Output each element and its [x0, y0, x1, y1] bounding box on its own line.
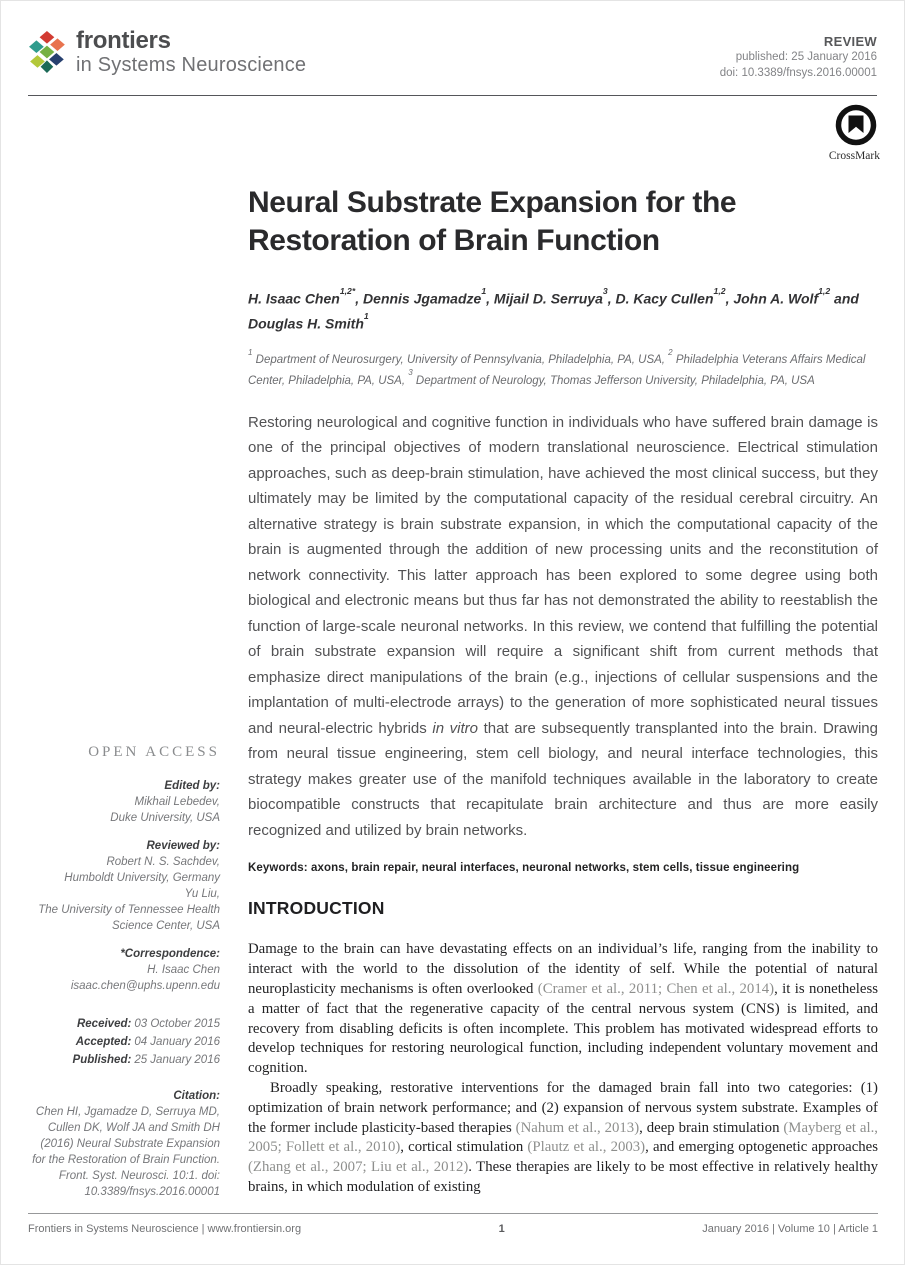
logo-brand: frontiers	[76, 27, 171, 54]
accepted-date: 04 January 2016	[134, 1036, 220, 1048]
citation-block	[28, 1088, 220, 1200]
reviewed-by-label: Reviewed by:	[146, 840, 220, 852]
page-footer	[28, 1213, 878, 1235]
published-date-value: 25 January 2016	[134, 1054, 220, 1066]
logo-text	[76, 28, 306, 76]
article-type-label: REVIEW	[823, 34, 877, 49]
logo-journal: in Systems Neuroscience	[76, 54, 307, 76]
open-access-label: OPEN ACCESS	[88, 744, 220, 760]
article-meta-sidebar	[28, 96, 220, 1213]
editor-affiliation: Duke University, USA	[110, 812, 220, 824]
header-meta	[720, 34, 877, 81]
italic-term: in vitro	[432, 719, 478, 737]
editor-name: Mikhail Lebedev,	[134, 796, 220, 808]
content-columns	[0, 96, 905, 1213]
intro-paragraph-2: Broadly speaking, restorative interventions for the damaged brain fall into two categories: (1) optimization of brain network performance; and (2) expansion of nervous system substrate. Examples of the former include plasticity-based therapies (Nahum et al., 2013), deep brain stimulation (Mayberg et al., 2005; Follett et al., 2010), cortical stimulation (Plautz et al., 2003), and emerging optogenetic approaches (Zhang et al., 2007; Liu et al., 2012). These therapies are likely to be most effective in relatively healthy brains, in which modulation of existing	[248, 1080, 879, 1196]
intro-paragraph-1: Damage to the brain can have devastating effects on an individual’s life, ranging from the inability to interact with the world to the dissolution of the identity of self. While the potential of natural neuroplasticity mechanisms is often overlooked (Cramer et al., 2011; Chen et al., 2014), it is nonetheless a matter of fact that the regenerative capacity of the central nervous system (CNS) is limited, and recovery from disabling deficits is often incomplete. This problem has motivated widespread efforts to develop techniques for restoring neurological function, including independent voluntary movement and cognition.	[248, 941, 878, 1077]
received-date: 03 October 2015	[134, 1018, 220, 1030]
affiliations: $^1$ Department of Neurosurgery, University of Pennsylvania, Philadelphia, PA, USA, $^2$ Philadelphia Veterans Affairs Medical Center, Philadelphia, PA, USA, $^3$ Department of Neurology, Thomas Jefferson University, Philadelphia, PA, USA	[248, 348, 866, 387]
introduction-heading: INTRODUCTION	[248, 898, 385, 919]
dates-block	[28, 1014, 220, 1068]
page-number: 1	[498, 1223, 505, 1235]
received-label: Received:	[76, 1018, 132, 1030]
correspondence-block	[28, 946, 220, 994]
frontiers-logo-icon	[28, 29, 68, 75]
correspondence-label: *Correspondence:	[120, 948, 220, 960]
citation-label: Citation:	[173, 1090, 220, 1102]
published-label: Published:	[72, 1054, 132, 1066]
author-list: H. Isaac Chen$^{1,2*}$, Dennis Jgamadze$^1$, Mijail D. Serruya$^3$, D. Kacy Cullen$^{1,2}$, John A. Wolf$^{1,2}$ and Douglas H. Smith$^1$	[248, 286, 859, 332]
page-header	[0, 0, 905, 95]
footer-issue-info: January 2016 | Volume 10 | Article 1	[702, 1223, 878, 1235]
crossmark-icon	[834, 104, 878, 148]
article-title: Neural Substrate Expansion for the Restoration of Brain Function	[248, 186, 737, 257]
article-main	[220, 96, 878, 1213]
frontiers-logo[interactable]	[28, 28, 306, 76]
keywords-line: Keywords: axons, brain repair, neural interfaces, neuronal networks, stem cells, tissue engineering	[248, 862, 800, 875]
published-date: published: 25 January 2016	[735, 51, 877, 63]
reviewer-affiliation: The University of Tennessee Health Science Center, USA	[38, 904, 220, 932]
correspondence-name: H. Isaac Chen	[147, 964, 220, 976]
abstract-text: Restoring neurological and cognitive function in individuals who have suffered brain damage is one of the principal objectives of modern translational neuroscience. Electrical stimulation approaches, such as deep-brain stimulation, have achieved the most clinical success, but they ultimately may be limited by the computational capacity of the residual cerebral circuitry. An alternative strategy is brain substrate expansion, in which the computational capacity of the brain is augmented through the addition of new processing units and the reconstitution of network connectivity. This latter approach has been explored to some degree using both biological and electronic means but thus far has not demonstrated the ability to reestablish the function of large-scale neuronal networks. In this review, we contend that fulfilling the potential of brain substrate expansion will require a significant shift from current methods that emphasize direct manipulations of the brain (e.g., injections of cellular suspensions and the implantation of multi-electrode arrays) to the generation of more sophisticated neural tissues and neural-electric hybrids in vitro that are subsequently transplanted into the brain. Drawing from neural tissue engineering, stem cell biology, and neural interface technologies, this strategy makes greater use of the manifold techniques available in the laboratory to create biocompatible constructs that recapitulate brain architecture and thus are more easily recognized and utilized by brain networks.	[248, 413, 878, 839]
citation-link[interactable]: (Nahum et al., 2013)	[515, 1119, 640, 1136]
citation-link[interactable]: (Plautz et al., 2003)	[527, 1139, 646, 1156]
crossmark-label: CrossMark	[828, 150, 880, 162]
reviewed-by-block	[28, 838, 220, 934]
doi-link[interactable]: doi: 10.3389/fnsys.2016.00001	[719, 67, 877, 79]
footer-journal-link[interactable]: Frontiers in Systems Neuroscience | www.frontiersin.org	[28, 1223, 302, 1235]
citation-link[interactable]: (Cramer et al., 2011; Chen et al., 2014)	[537, 981, 775, 998]
citation-link[interactable]: (Mayberg et al., 2005; Follett et al., 2010)	[248, 1119, 879, 1156]
crossmark-badge[interactable]	[248, 104, 878, 162]
accepted-label: Accepted:	[75, 1036, 132, 1048]
reviewer-name: Yu Liu,	[184, 888, 220, 900]
edited-by-label: Edited by:	[164, 780, 220, 792]
citation-text: Chen HI, Jgamadze D, Serruya MD, Cullen DK, Wolf JA and Smith DH (2016) Neural Substrate Expansion for the Restoration of Brain Function. Front. Syst. Neurosci. 10:1. doi: 10.3389/fnsys.2016.00001	[32, 1106, 220, 1198]
reviewer-name: Robert N. S. Sachdev,	[106, 856, 220, 868]
reviewer-affiliation: Humboldt University, Germany	[64, 872, 220, 884]
correspondence-email[interactable]: isaac.chen@uphs.upenn.edu	[70, 980, 220, 992]
edited-by-block	[28, 778, 220, 826]
citation-link[interactable]: (Zhang et al., 2007; Liu et al., 2012)	[248, 1159, 469, 1176]
